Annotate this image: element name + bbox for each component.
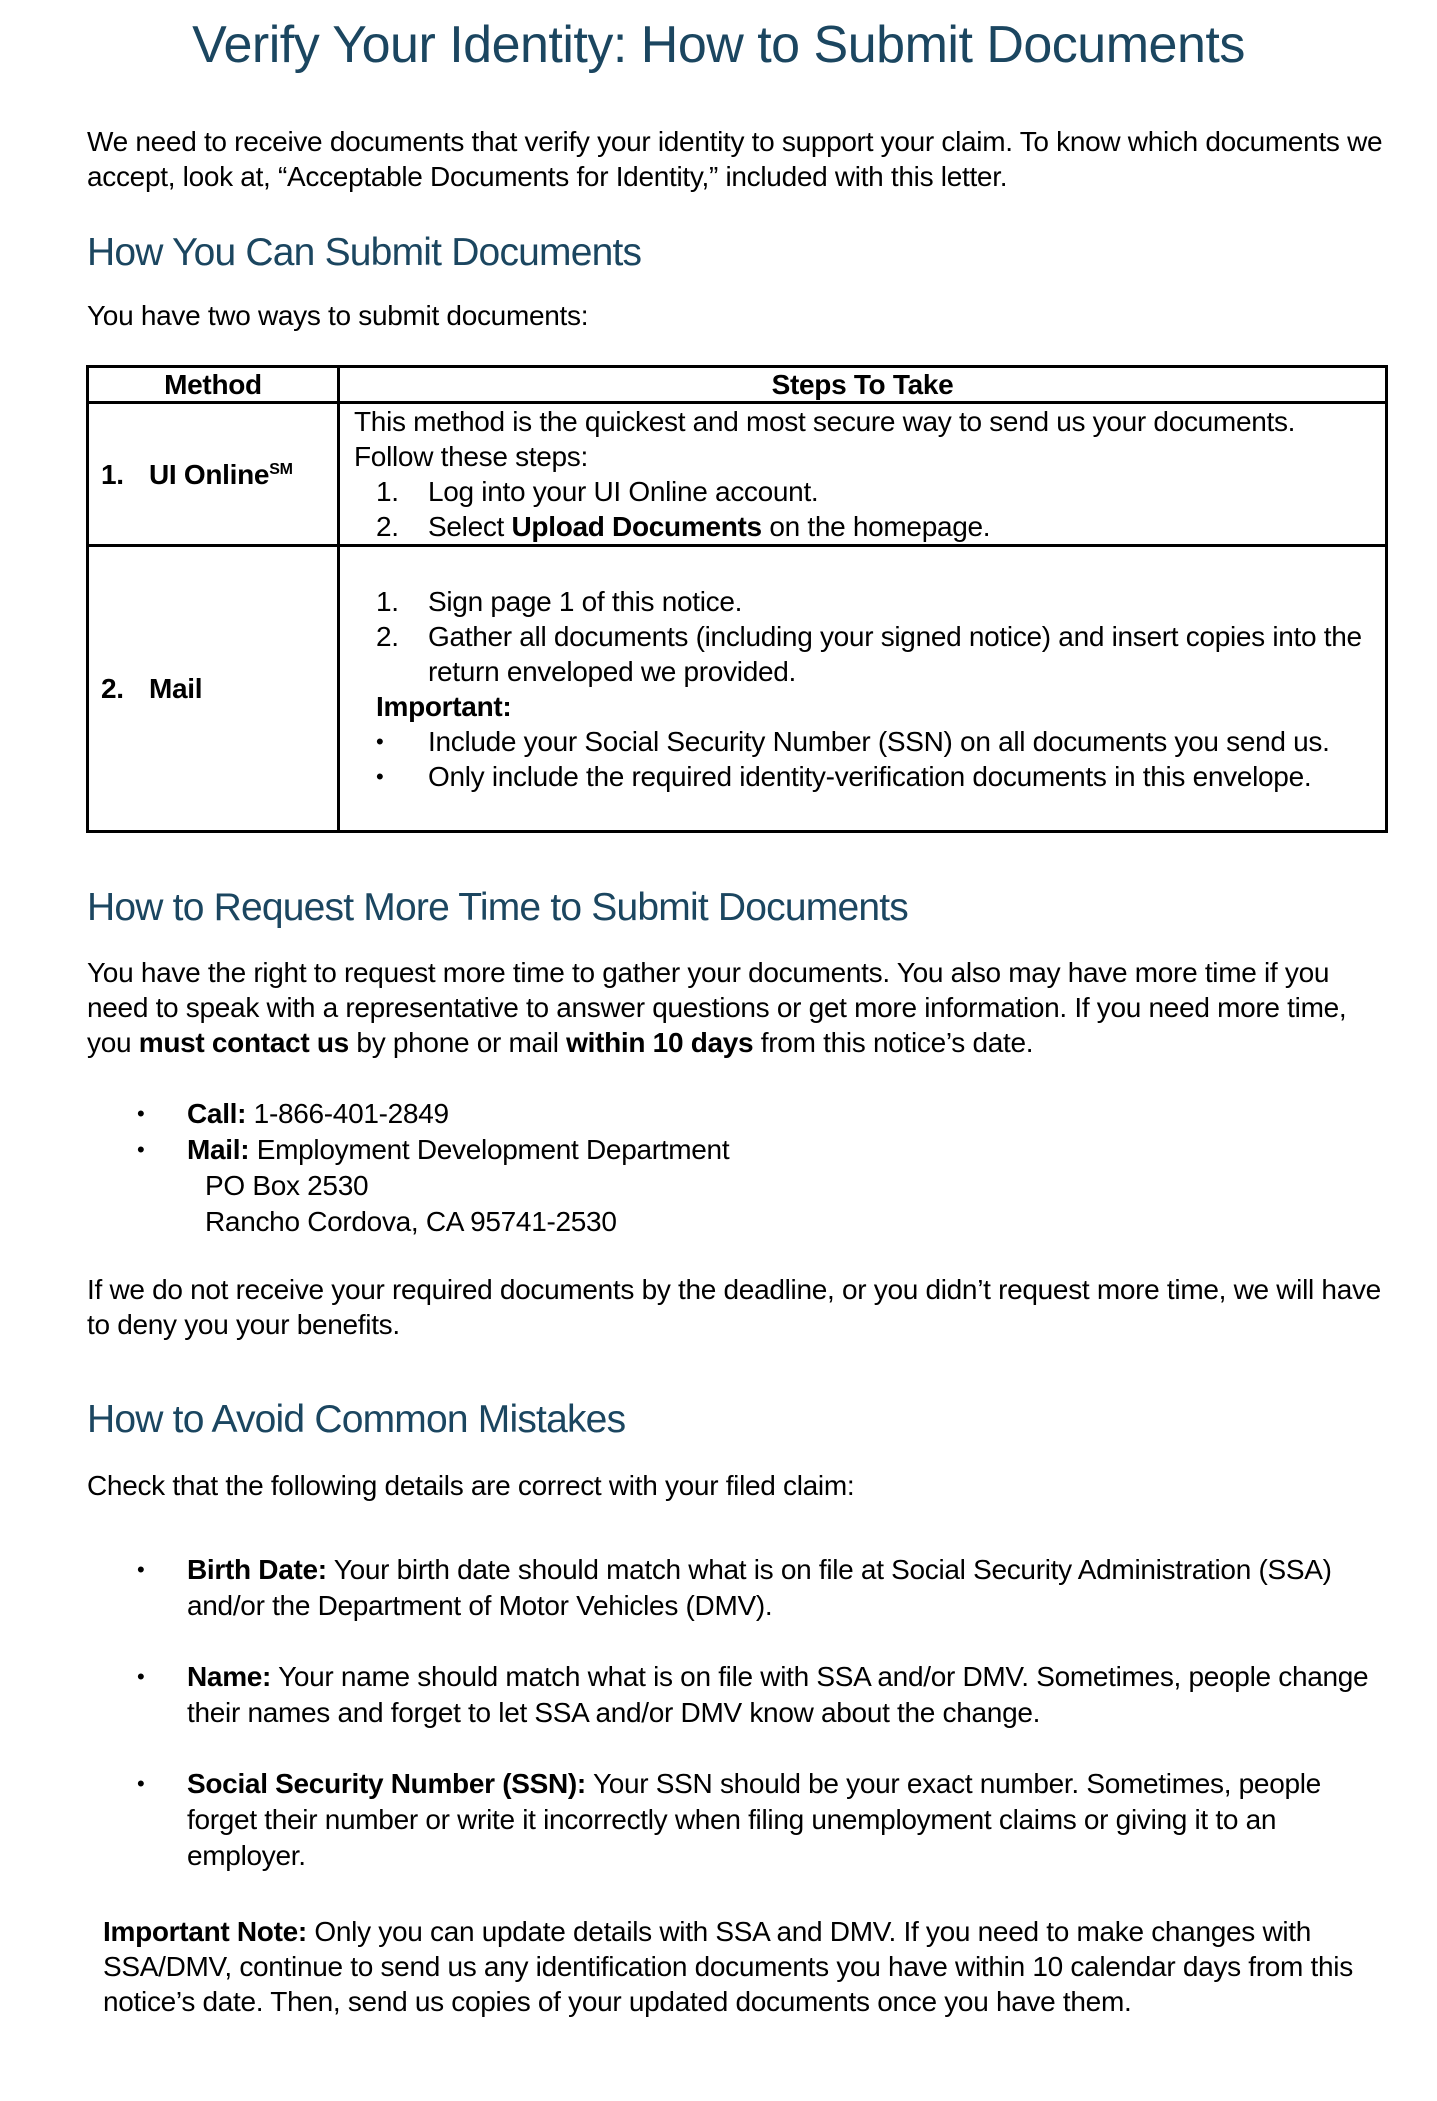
ui-online-intro: This method is the quickest and most secure way to send us your documents. Follow these steps: [354, 406, 1296, 472]
deadline-note: If we do not receive your required documents by the deadline, or you didn’t request more time, we will have to deny you your benefits. [87, 1274, 1381, 1340]
more-time-paragraph: You have the right to request more time to gather your documents. You also may have more time if you need to speak with a representative to answer questions or get more information. If you need more time, you must contact us by phone or mail within 10 days from this notice’s date. [87, 957, 1347, 1058]
list-item [354, 474, 1375, 509]
steps-cell-mail [339, 546, 1387, 832]
item-label: Social Security Number (SSN): [187, 1768, 586, 1799]
step-number: 1. [376, 476, 399, 507]
bullet-text: Include your Social Security Number (SSN) on all documents you send us. [428, 725, 1330, 757]
item-label: Birth Date: [187, 1554, 327, 1585]
step-text: Gather all documents (including your signed notice) and insert copies into the return enveloped we provided. [428, 620, 1362, 687]
bullet-icon: • [137, 1664, 145, 1689]
list-item-call [87, 1096, 1387, 1132]
step-number: 1. [376, 585, 399, 617]
important-note-label: Important Note: [103, 1916, 307, 1947]
heading-avoid-mistakes: How to Avoid Common Mistakes [87, 1398, 626, 1441]
item-text: Your birth date should match what is on file at Social Security Administration (SSA) and/or the Department of Motor Vehicles (DMV). [187, 1554, 1332, 1621]
method-name: Mail [149, 673, 203, 704]
method-name: UI Online [149, 458, 270, 490]
table-row [88, 403, 1387, 546]
list-item [354, 619, 1375, 689]
method-number: 1. [101, 458, 124, 490]
important-note [103, 1914, 1388, 2019]
must-contact-us-emphasis: must contact us [138, 1027, 349, 1058]
service-mark: SM [269, 460, 293, 478]
list-item-mail [87, 1132, 1387, 1168]
steps-cell-ui-online [339, 403, 1387, 546]
mistakes-list [87, 1552, 1387, 1624]
bullet-icon: • [137, 1101, 145, 1126]
step-text: Log into your UI Online account. [428, 476, 819, 507]
call-label: Call: [187, 1098, 247, 1129]
mistakes-list-ssn [87, 1766, 1387, 1874]
page-title: Verify Your Identity: How to Submit Documents [192, 16, 1245, 74]
method-number: 2. [101, 673, 124, 704]
header-method: Method [88, 367, 339, 403]
list-item [354, 724, 1375, 759]
table-header-row [88, 367, 1387, 403]
header-steps: Steps To Take [339, 367, 1387, 403]
step-number: 2. [376, 620, 399, 652]
intro-paragraph: We need to receive documents that verify your identity to support your claim. To know which documents we accept, look at, “Acceptable Documents for Identity,” included with this letter. [87, 126, 1383, 192]
list-item-name [87, 1659, 1387, 1731]
step-number: 2. [376, 511, 399, 542]
heading-how-you-can-submit: How You Can Submit Documents [87, 231, 642, 274]
table-row [88, 546, 1387, 832]
phone-number: 1-866-401-2849 [246, 1098, 449, 1129]
upload-documents-label: Upload Documents [511, 511, 762, 542]
mail-label: Mail: [187, 1134, 250, 1165]
list-item-ssn [87, 1766, 1387, 1874]
step-text: Select Upload Documents on the homepage. [428, 511, 991, 542]
step-text: Sign page 1 of this notice. [428, 585, 743, 617]
submit-lead: You have two ways to submit documents: [87, 300, 589, 331]
address-line-1: PO Box 2530 [205, 1170, 369, 1201]
list-item [354, 509, 1375, 544]
mistakes-list-name [87, 1659, 1387, 1731]
important-note-text: Only you can update details with SSA and DMV. If you need to make changes with SSA/DMV, continue to send us any identification documents you have within 10 calendar days from this notice’s date. Then, send us copies of your updated documents once you have them. [103, 1916, 1353, 2017]
within-10-days-emphasis: within 10 days [566, 1027, 754, 1058]
heading-request-more-time: How to Request More Time to Submit Documents [87, 886, 908, 929]
bullet-text: Only include the required identity-verification documents in this envelope. [428, 760, 1312, 792]
bullet-icon: • [137, 1771, 145, 1796]
method-cell-mail [88, 546, 339, 832]
item-text: Your SSN should be your exact number. Sometimes, people forget their number or write it incorrectly when filing unemployment claims or giving it to an employer. [187, 1768, 1321, 1871]
item-label: Name: [187, 1661, 272, 1692]
mistakes-lead: Check that the following details are correct with your filed claim: [87, 1470, 855, 1501]
methods-table [86, 365, 1388, 833]
bullet-icon: • [376, 763, 384, 789]
contact-list [87, 1096, 1387, 1240]
bullet-icon: • [376, 728, 384, 754]
address-line-2: Rancho Cordova, CA 95741-2530 [205, 1206, 617, 1237]
mail-recipient: Employment Development Department [249, 1134, 730, 1165]
list-item [354, 584, 1375, 619]
important-label: Important: [376, 690, 512, 722]
method-cell-ui-online [88, 403, 339, 546]
bullet-icon: • [137, 1137, 145, 1162]
item-text: Your name should match what is on file with SSA and/or DMV. Sometimes, people change their names and forget to let SSA and/or DMV know about the change. [187, 1661, 1369, 1728]
list-item [354, 759, 1375, 794]
list-item-birth-date [87, 1552, 1387, 1624]
bullet-icon: • [137, 1557, 145, 1582]
